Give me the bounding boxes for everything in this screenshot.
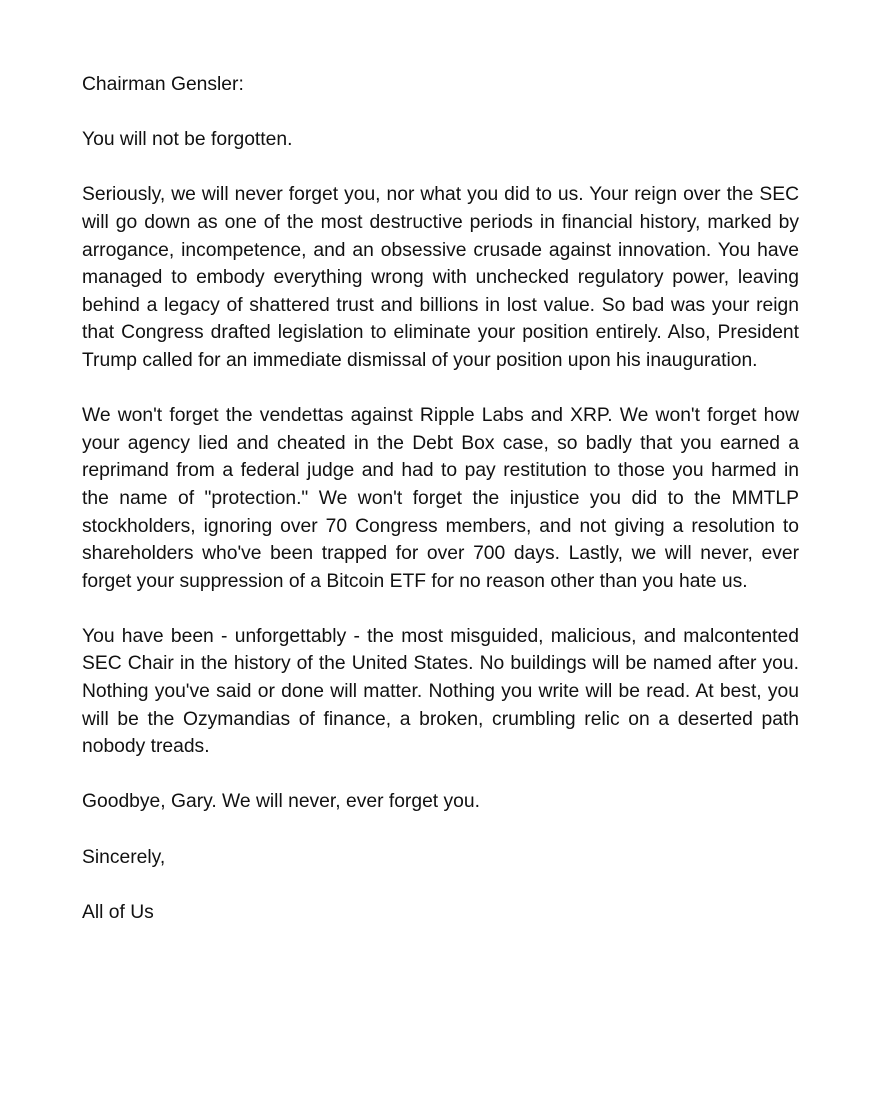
closing: Sincerely,: [82, 846, 166, 868]
farewell-line: Goodbye, Gary. We will never, ever forget you.: [82, 791, 480, 813]
paragraph-1: Seriously, we will never forget you, nor what you did to us. Your reign over the SEC will go down as one of the most destructive periods in financial history, marked by arrogance, incompetence, and an obsessive crusade against innovation. You have managed to embody everything wrong with unchecked regulatory power, leaving behind a legacy of shattered trust and billions in lost value. So bad was your reign that Congress drafted legislation to eliminate your position entirely. Also, President Trump called for an immediate dismissal of your position upon his inauguration.: [82, 184, 799, 371]
paragraph-3: You have been - unforgettably - the most misguided, malicious, and malcontented SEC Chair in the history of the United States. No buildings will be named after you. Nothing you've said or done will matter. Nothing you write will be read. At best, you will be the Ozymandias of finance, a broken, crumbling relic on a deserted path nobody treads.: [82, 625, 799, 758]
signature: All of Us: [82, 901, 154, 923]
salutation: Chairman Gensler:: [82, 74, 244, 95]
letter-page: [82, 71, 799, 954]
opening-line: You will not be forgotten.: [82, 129, 293, 151]
paragraph-2: We won't forget the vendettas against Ripple Labs and XRP. We won't forget how your agency lied and cheated in the Debt Box case, so badly that you earned a reprimand from a federal judge and had to pay restitution to those you harmed in the name of "protection." We won't forget the injustice you did to the MMTLP stockholders, ignoring over 70 Congress members, and not giving a resolution to shareholders who've been trapped for over 700 days. Lastly, we will never, ever forget your suppression of a Bitcoin ETF for no reason other than you hate us.: [82, 405, 799, 592]
